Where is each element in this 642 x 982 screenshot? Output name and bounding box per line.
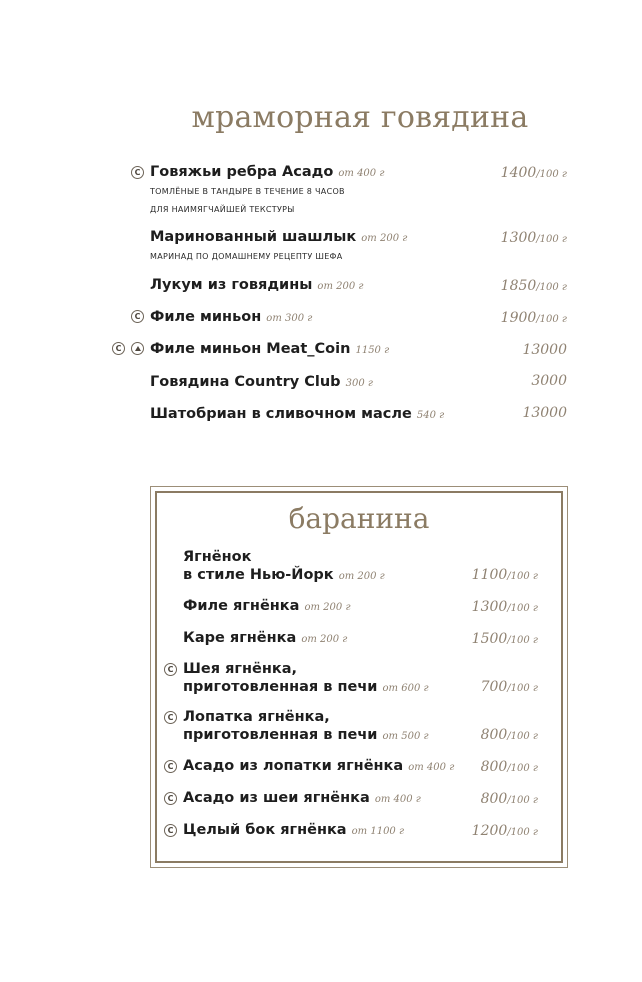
item-price: 1500/100 г [471,631,538,647]
menu-item [150,373,373,393]
menu-item [183,708,429,746]
item-name: Филе миньон Meat_Coin [150,341,351,357]
item-weight: от 200 г [301,634,348,645]
item-weight: 1150 г [355,345,390,356]
item-name: Филе ягнёнка [183,598,300,614]
item-name: приготовленная в печи [183,727,378,743]
item-price: 1300/100 г [500,230,567,246]
item-description: ДЛЯ НАИМЯГЧАЙШЕЙ ТЕКСТУРЫ [150,205,295,214]
c-icon: C [164,760,177,773]
item-name: Шея ягнёнка, [183,661,297,677]
item-name: Филе миньон [150,309,262,325]
item-price: 1900/100 г [500,310,567,326]
section-title-lamb: баранина [288,502,430,535]
menu-item [183,548,385,586]
menu-item [183,757,454,777]
c-icon: C [164,663,177,676]
menu-item [150,308,312,328]
menu-item [150,340,389,360]
menu-item [183,597,351,617]
item-weight: от 400 г [374,794,421,805]
menu-item [183,660,429,698]
item-name: Целый бок ягнёнка [183,822,347,838]
item-price: 13000 [522,342,567,358]
item-name: Ягнёнок [183,549,252,565]
c-icon: C [131,166,144,179]
item-weight: 300 г [345,378,373,389]
item-name: Лопатка ягнёнка, [183,709,330,725]
menu-item [150,163,384,219]
item-price: 1400/100 г [500,165,567,181]
c-icon: C [164,711,177,724]
item-name: Маринованный шашлык [150,229,357,245]
menu-item [183,789,421,809]
item-name: приготовленная в печи [183,679,378,695]
item-weight: от 500 г [382,731,429,742]
item-price: 3000 [531,373,567,389]
item-weight: от 1100 г [351,826,405,837]
item-price: 700/100 г [480,679,538,695]
item-price: 1300/100 г [471,599,538,615]
item-price: 1850/100 г [500,278,567,294]
item-weight: от 400 г [408,762,455,773]
item-name: Каре ягнёнка [183,630,297,646]
item-description: МАРИНАД ПО ДОМАШНЕМУ РЕЦЕПТУ ШЕФА [150,252,343,261]
menu-item [150,228,407,266]
item-price: 1200/100 г [471,823,538,839]
item-price: 13000 [522,405,567,421]
menu-item [150,276,363,296]
item-name: в стиле Нью-Йорк [183,567,334,583]
item-name: Асадо из шеи ягнёнка [183,790,370,806]
item-price: 800/100 г [480,759,538,775]
section-title-marbled-beef: мраморная говядина [191,100,529,135]
c-icon: C [164,824,177,837]
c-icon: C [131,310,144,323]
item-weight: от 600 г [382,683,429,694]
c-icon: C [164,792,177,805]
item-weight: 540 г [416,410,445,421]
item-weight: от 200 г [361,233,408,244]
item-name: Шатобриан в сливочном масле [150,406,412,422]
item-weight: от 200 г [338,571,385,582]
item-name: Говяжьи ребра Асадо [150,164,334,180]
item-price: 800/100 г [480,791,538,807]
item-weight: от 200 г [317,281,364,292]
item-weight: от 400 г [338,168,385,179]
menu-item [183,629,347,649]
item-name: Асадо из лопатки ягнёнка [183,758,404,774]
item-weight: от 300 г [266,313,313,324]
item-price: 1100/100 г [471,567,538,583]
menu-item [183,821,404,841]
item-price: 800/100 г [480,727,538,743]
item-name: Говядина Country Club [150,374,341,390]
triangle-icon [131,342,144,355]
item-description: ТОМЛЁНЫЕ В ТАНДЫРЕ В ТЕЧЕНИЕ 8 ЧАСОВ [150,187,345,196]
c-icon: C [112,342,125,355]
item-name: Лукум из говядины [150,277,313,293]
menu-item [150,405,444,425]
item-weight: от 200 г [304,602,351,613]
